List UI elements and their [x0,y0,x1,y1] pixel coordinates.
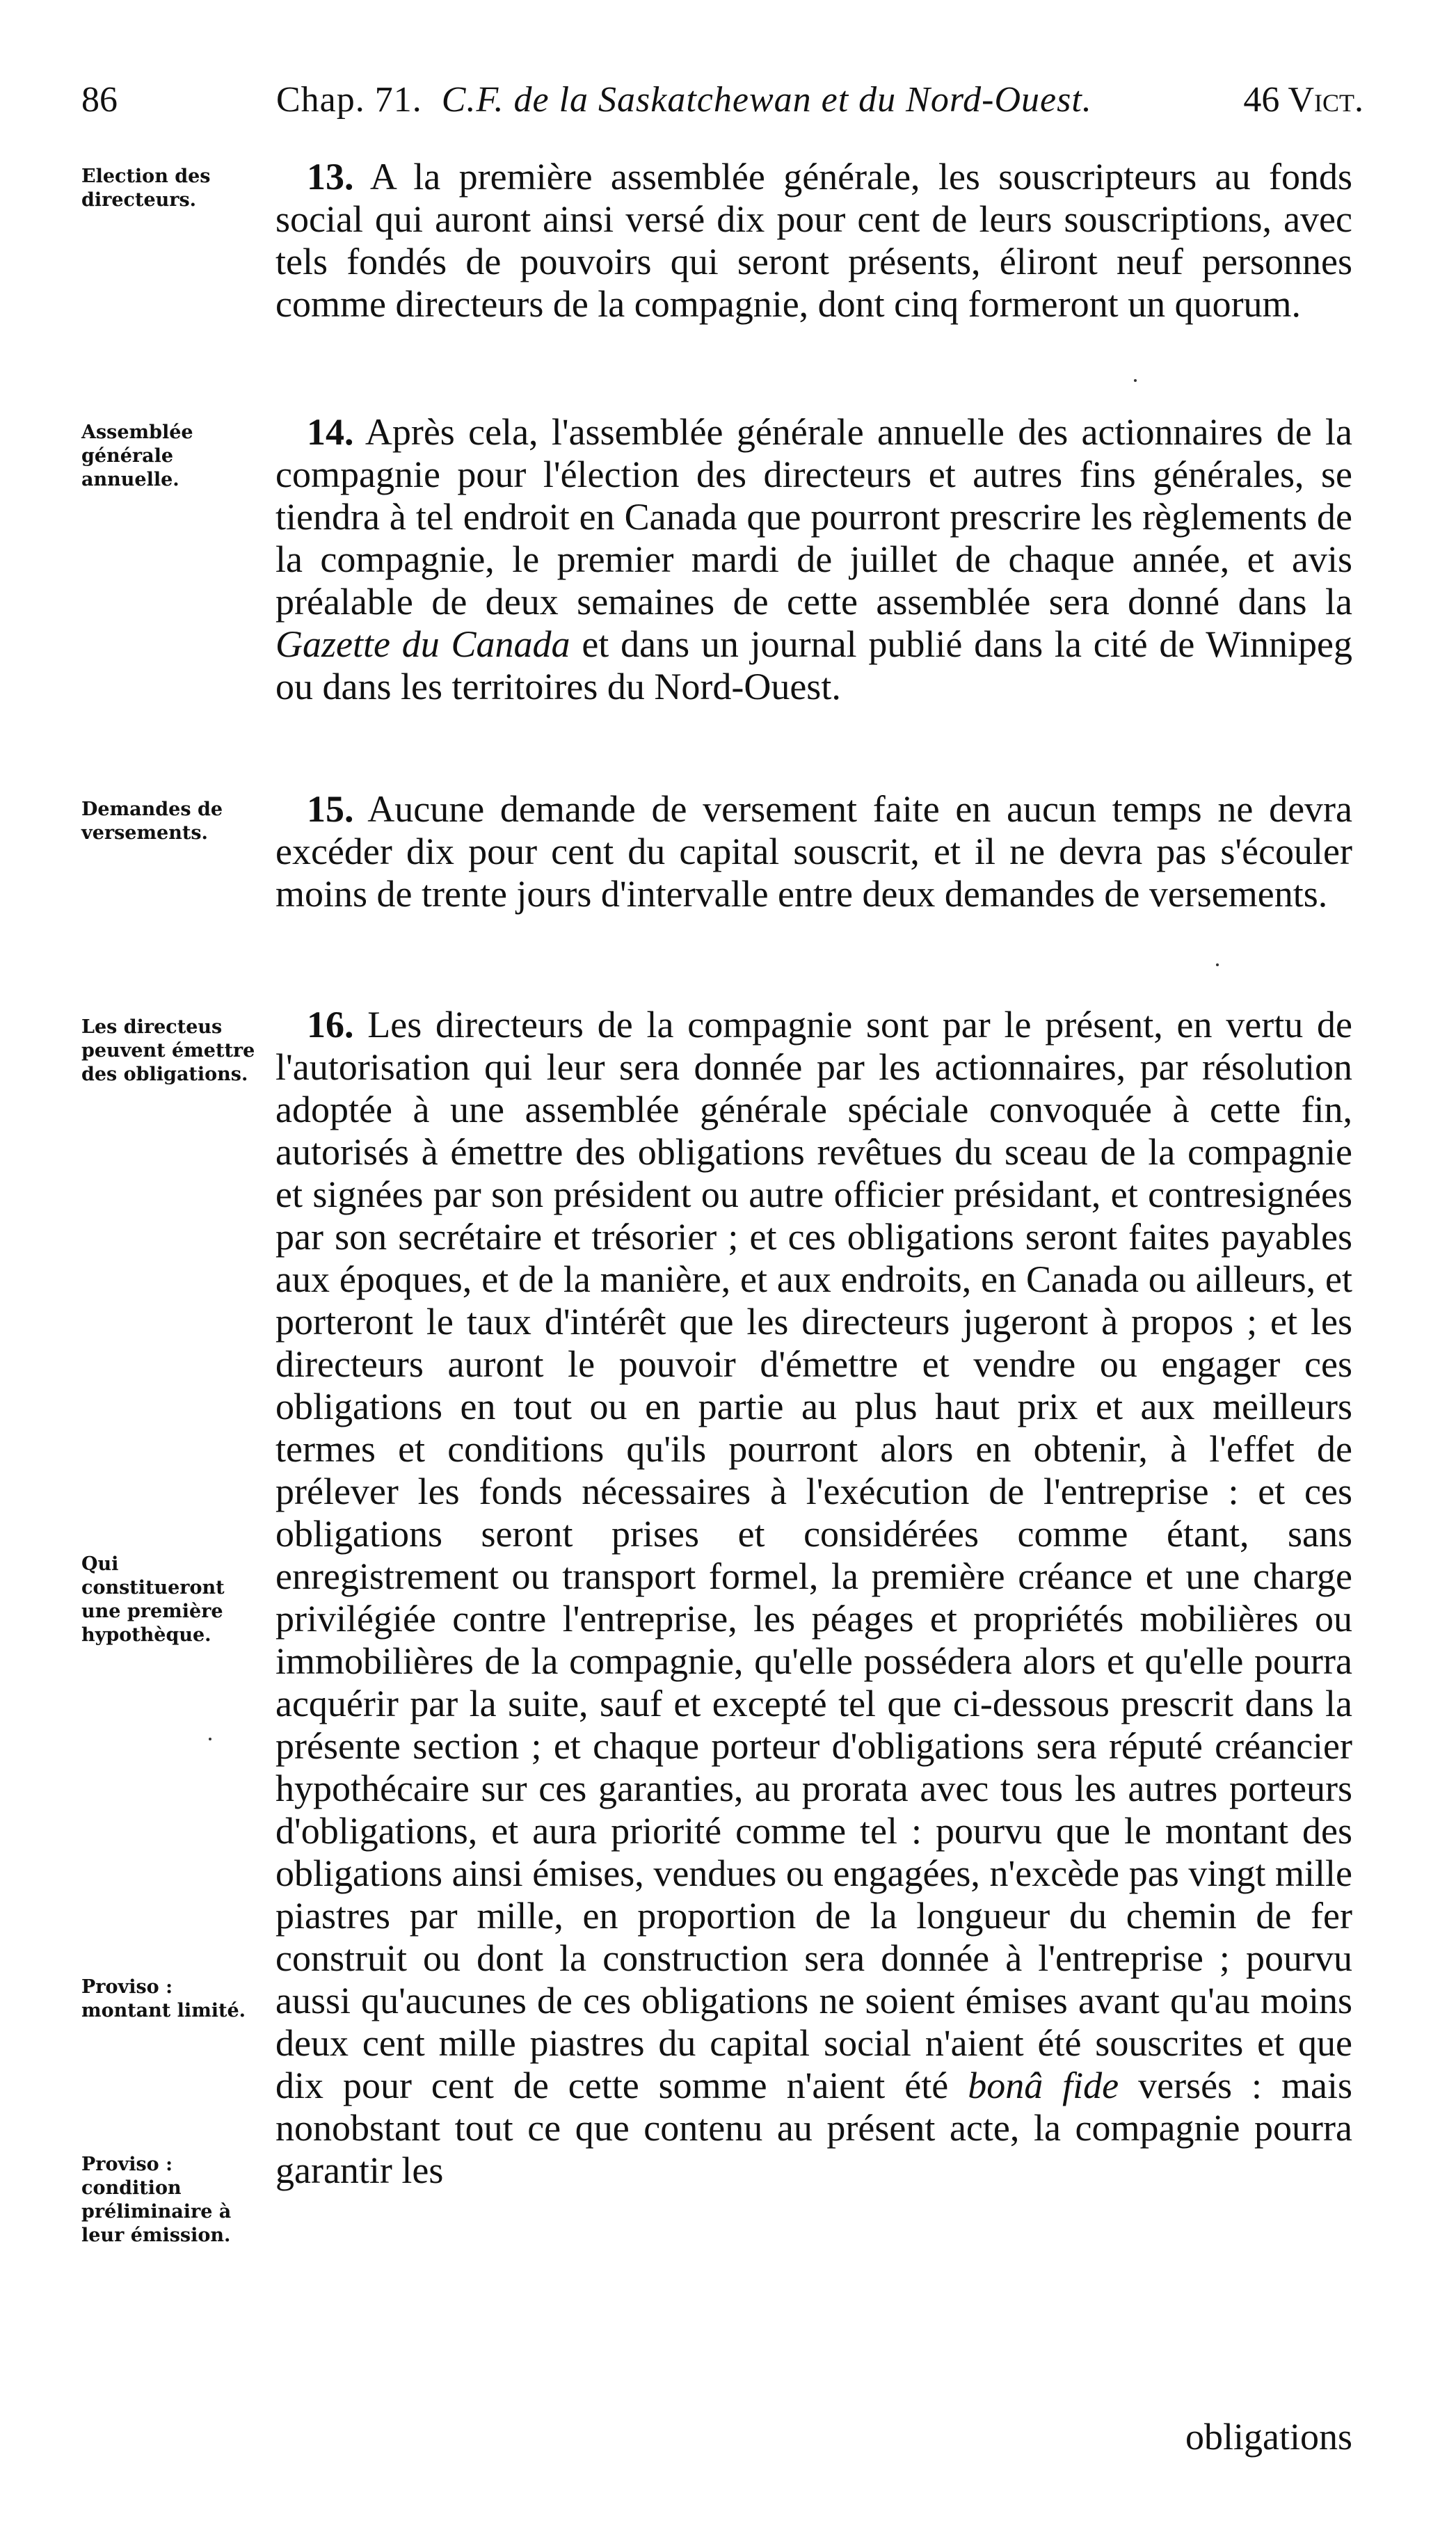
section-number: 16. [307,1004,354,1046]
paragraph-text-end: et dans un journal publié dans la cité de Winnipeg ou dans les territoires du Nord-Ouest. [275,623,1352,707]
paragraph-text-end: versés : mais nonobstant tout ce que contenu au présent acte, la compagnie pourra garantir les [275,2065,1353,2191]
act-title: C.F. de la Saskatchewan et du Nord-Ouest. [441,80,1092,120]
section-16-text [275,1004,1352,2192]
print-speck [1216,963,1219,966]
margin-note-demandes: Demandes de versements. [81,799,223,844]
section-number: 13. [307,156,354,198]
paragraph-text: Après cela, l'assemblée générale annuelle des actionnaires de la compagnie pour l'élection des directeurs et autres fins générales, se tiendra à tel endroit en Canada que pourront prescrire les règlements de la compagnie, le premier mardi de juillet de chaque année, et avis préalable de deux semaines de cette assemblée sera donné dans la [275,411,1352,623]
running-header [81,72,1363,128]
margin-note-assemblee: Assemblée générale annuelle. [81,422,193,490]
catchword: obligations [1185,2416,1352,2458]
running-title [276,72,1092,128]
section-14-text [275,411,1352,708]
paragraph-text: Aucune demande de versement faite en aucun temps ne devra excéder dix pour cent du capital souscrit, et il ne devra pas s'écouler moins de trente jours d'intervalle entre deux demandes de versements. [275,788,1352,915]
margin-note-proviso-condition: Proviso : condition préliminaire à leur émission. [81,2154,232,2246]
gazette-title: Gazette du Canada [275,623,570,665]
section-13-text [275,156,1352,326]
print-speck [209,1738,211,1740]
section-15-text [275,788,1352,915]
section-number: 15. [307,788,354,830]
section-number: 14. [307,411,354,453]
paragraph-text: Les directeurs de la compagnie sont par le présent, en vertu de l'autorisation qui leur sera donnée par les actionnaires, par résolution adoptée à une assemblée générale spéciale convoquée à cette fin, autorisés à émettre des obligations revêtues du sceau de la compagnie et signées par son président ou autre officier présidant, et contresignées par son secrétaire et trésorier ; et ces obligations seront faites payables aux époques, et de la manière, et aux endroits, en Canada ou ailleurs, et porteront le taux d'intérêt que les directeurs jugeront à propos ; et les directeurs auront le pouvoir d'émettre et vendre ou engager ces obligations en tout ou en partie au plus haut prix et aux meilleurs termes et conditions qu'ils pourront alors en obtenir, à l'effet de prélever les fonds nécessaires à l'exécution de l'entreprise : et ces obligations seront prises et considérées comme étant, sans enregistrement ou transport formel, la première créance et une charge privilégiée contre l'entreprise, les péages et propriétés mobilières ou immobilières de la compagnie, qu'elle possédera alors et qu'elle pourra acquérir par la suite, sauf et excepté tel que ci-dessous prescrit dans la présente section ; et chaque porteur d'obligations sera réputé créancier hypothécaire sur ces garanties, au prorata avec tous les autres porteurs d'obligations, et aura priorité comme tel : pourvu que le montant des obligations ainsi émises, vendues ou engagées, n'excède pas vingt mille piastres par mille, en proportion de la longueur du chemin de fer construit ou dont la construction sera donnée à l'entreprise ; pourvu aussi qu'aucunes de ces obligations ne soient émises avant qu'au moins deux cent mille piastres du capital social n'aient été souscrites et que dix pour cent de cette somme n'aient été [275,1004,1353,2106]
margin-note-proviso-montant: Proviso : montant limité. [81,1976,246,2021]
page-number: 86 [81,80,118,120]
chapter-label: Chap. 71. [276,80,422,120]
margin-note-obligations: Les directeus peuvent émettre des obligations. [81,1016,255,1085]
paragraph-text: A la première assemblée générale, les souscripteurs au fonds social qui auront ainsi versé dix pour cent de leurs souscriptions, avec tels fondés de pouvoirs qui seront présents, éliront neuf personnes comme directeurs de la compagnie, dont cinq formeront un quorum. [275,156,1352,325]
bona-fide-phrase: bonâ fide [968,2065,1119,2106]
session-label: 46 Vict. [1243,80,1363,120]
margin-note-hypotheque: Qui constitueront une première hypothèque. [81,1553,225,1646]
margin-note-election: Election des directeurs. [81,166,211,211]
print-speck [1134,379,1137,382]
